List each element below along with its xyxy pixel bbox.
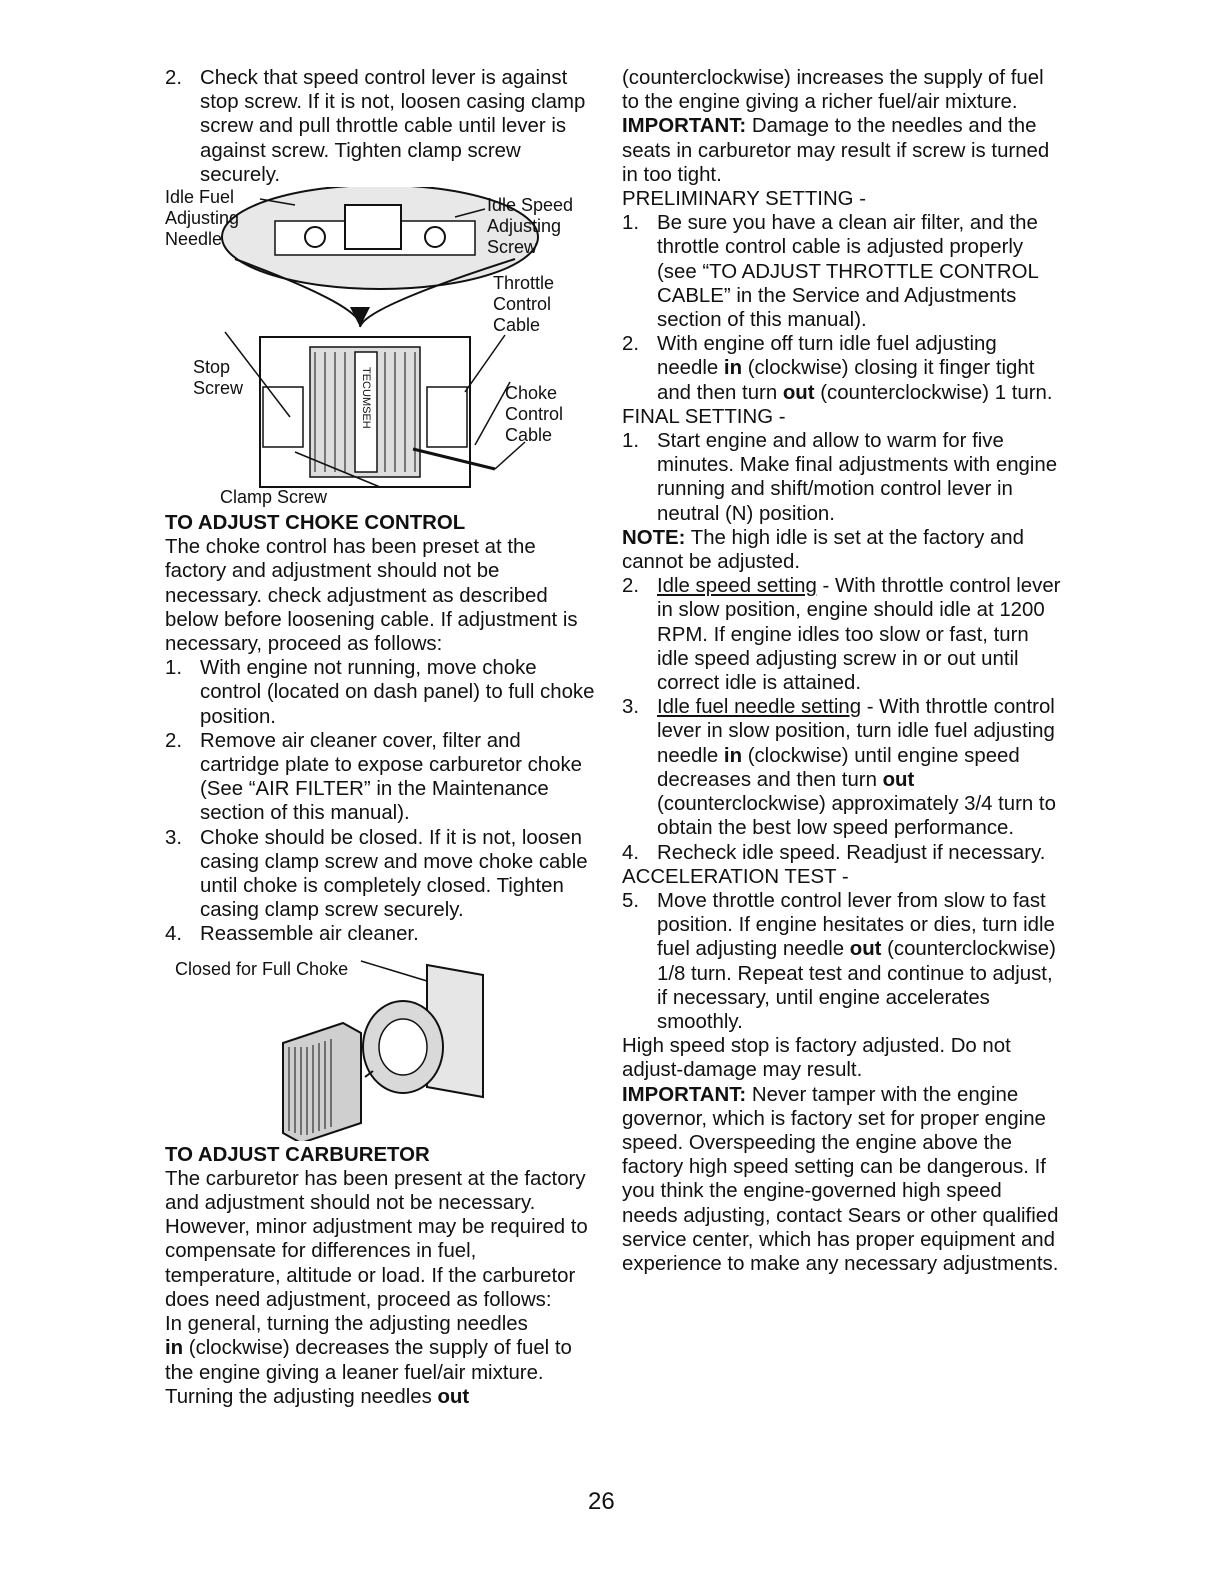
bold-in: in bbox=[723, 744, 743, 767]
speed-lever-step bbox=[165, 66, 595, 187]
text-run: (counterclockwise) approximately 3/4 turn to obtain the best low speed performance. bbox=[657, 793, 1056, 840]
choke-step-2 bbox=[165, 729, 595, 826]
step-text: Start engine and allow to warm for five minutes. Make final adjustments with engine running and shift/motion control lever in neutral (N) position. bbox=[657, 430, 1058, 525]
step-text bbox=[657, 889, 1062, 1034]
idle-speed-screw-label: Idle Speed Adjusting Screw bbox=[487, 195, 574, 258]
choke-intro: The choke control has been preset at the factory and adjustment should not be necessary. check adjustment as described below before loosening cable. If adjustment is necessary, proceed as follows: bbox=[165, 536, 578, 656]
underlined-title: Idle speed setting bbox=[657, 575, 817, 598]
choke-heading: TO ADJUST CHOKE CONTROL bbox=[165, 512, 466, 535]
choke-step-4 bbox=[165, 922, 595, 946]
text-run: In general, turning the adjusting needles bbox=[165, 1313, 528, 1336]
step-text: Recheck idle speed. Readjust if necessary. bbox=[657, 841, 1046, 864]
important-label: IMPORTANT: bbox=[622, 115, 747, 138]
choke-cable-label: Choke Control Cable bbox=[505, 383, 564, 446]
carburetor-heading: TO ADJUST CARBURETOR bbox=[165, 1143, 430, 1166]
bold-in: in bbox=[165, 1337, 184, 1360]
bold-in: in bbox=[723, 357, 743, 380]
throttle-cable-label: Throttle Control Cable bbox=[493, 273, 555, 336]
step-number: 4. bbox=[622, 841, 640, 864]
air-filter-diagram bbox=[165, 947, 595, 1141]
step-text bbox=[657, 332, 1062, 405]
final-step-1 bbox=[622, 429, 1062, 526]
step-text: With engine not running, move choke control (located on dash panel) to full choke position. bbox=[200, 657, 595, 728]
acceleration-step-5 bbox=[622, 889, 1062, 1034]
text-run: - With throttle control lever in slow position, engine should idle at 1200 RPM. If engine idles too slow or fast, turn idle speed adjusting screw in or out until correct idle is attained. bbox=[657, 575, 1061, 695]
step-number: 2. bbox=[622, 575, 640, 598]
step-number: 2. bbox=[165, 67, 183, 89]
step-number: 3. bbox=[622, 696, 640, 719]
left-column bbox=[165, 66, 595, 1409]
text-run: (counterclockwise) 1/8 turn. Repeat test and continue to adjust, if necessary, until engine accelerates smoothly. bbox=[657, 938, 1056, 1033]
text-run: (clockwise) closing it finger tight and then turn bbox=[657, 357, 1035, 404]
clamp-screw-label: Clamp Screw bbox=[220, 487, 328, 508]
text-run: Never tamper with the engine governor, which is factory set for proper engine speed. Overspeeding the engine above the factory high speed setting can be dangerous. If you think the engine-governed high speed needs adjusting, contact Sears or other qualified service center, which has proper equipment and experience to make any necessary adjustments. bbox=[622, 1083, 1059, 1275]
acceleration-heading: ACCELERATION TEST - bbox=[622, 865, 849, 888]
final-step-3 bbox=[622, 695, 1062, 840]
text-run: The high idle is set at the factory and cannot be adjusted. bbox=[622, 526, 1024, 574]
step-number: 2. bbox=[622, 333, 640, 356]
continued-text: (counterclockwise) increases the supply of fuel to the engine giving a richer fuel/air mixture. bbox=[622, 67, 1044, 114]
text-run: Move throttle control lever from slow to fast position. If engine hesitates or dies, turn idle fuel adjusting needle bbox=[657, 889, 1055, 961]
note-label: NOTE: bbox=[622, 526, 686, 549]
text-run: (clockwise) decreases the supply of fuel to the engine giving a leaner fuel/air mixture. Turning the adjusting needles bbox=[165, 1337, 572, 1408]
step-number: 1. bbox=[622, 430, 640, 453]
bold-out: out bbox=[782, 381, 815, 404]
note bbox=[622, 526, 1062, 574]
bold-out: out bbox=[437, 1385, 470, 1408]
text-run: (clockwise) until engine speed decreases and then turn bbox=[657, 744, 1020, 791]
step-number: 1. bbox=[165, 657, 183, 680]
text-run: - With throttle control lever in slow position, turn idle fuel adjusting needle bbox=[657, 696, 1055, 767]
step-number: 2. bbox=[165, 729, 183, 752]
choke-step-1 bbox=[165, 656, 595, 729]
engine-brand-text: TECUMSEH bbox=[360, 367, 372, 429]
bold-out: out bbox=[882, 768, 915, 791]
carburetor-intro: The carburetor has been present at the factory and adjustment should not be necessary. However, minor adjustment may be required to compensate for differences in fuel, temperature, altitude or load. If the carburetor does need adjustment, proceed as follows: bbox=[165, 1167, 588, 1311]
step-text: Remove air cleaner cover, filter and cartridge plate to expose carburetor choke (See “AIR FILTER” in the Maintenance section of this manual). bbox=[200, 729, 582, 825]
carburetor-general bbox=[165, 1312, 595, 1409]
step-text: Check that speed control lever is against stop screw. If it is not, loosen casing clamp screw and pull throttle cable until lever is against screw. Tighten clamp screw securely. bbox=[200, 67, 586, 186]
idle-fuel-needle-label: Idle Fuel Adjusting Needle bbox=[165, 187, 240, 250]
important-note-2 bbox=[622, 1083, 1062, 1277]
preliminary-step-2 bbox=[622, 332, 1062, 405]
preliminary-heading: PRELIMINARY SETTING - bbox=[622, 188, 866, 211]
choke-step-3 bbox=[165, 826, 595, 923]
final-step-2 bbox=[622, 574, 1062, 695]
text-run: With engine off turn idle fuel adjusting needle bbox=[657, 333, 997, 380]
page-number: 26 bbox=[588, 1488, 615, 1515]
preliminary-step-1 bbox=[622, 211, 1062, 332]
text-run: Damage to the needles and the seats in carburetor may result if screw is turned in too tight. bbox=[622, 115, 1050, 186]
stop-screw-label: Stop Screw bbox=[193, 357, 244, 399]
important-note-1 bbox=[622, 114, 1062, 187]
step-text: Choke should be closed. If it is not, loosen casing clamp screw and move choke cable until choke is completely closed. Tighten casing clamp screw securely. bbox=[200, 826, 588, 922]
bold-out: out bbox=[849, 938, 882, 961]
step-text: Be sure you have a clean air filter, and the throttle control cable is adjusted properly (see “TO ADJUST THROTTLE CONTROL CABLE” in the Service and Adjustments section of this manual). bbox=[657, 212, 1039, 332]
engine-diagram bbox=[165, 187, 595, 509]
closed-full-choke-label: Closed for Full Choke bbox=[175, 958, 349, 979]
step-number: 3. bbox=[165, 826, 183, 849]
step-text: Reassemble air cleaner. bbox=[200, 923, 419, 946]
important-label: IMPORTANT: bbox=[622, 1083, 747, 1106]
step-text bbox=[657, 574, 1062, 695]
step-number: 4. bbox=[165, 923, 183, 946]
step-text bbox=[657, 695, 1062, 840]
right-column bbox=[622, 66, 1062, 1276]
step-number: 5. bbox=[622, 889, 640, 912]
text-run: (counterclockwise) 1 turn. bbox=[814, 381, 1053, 404]
final-heading: FINAL SETTING - bbox=[622, 405, 786, 428]
step-number: 1. bbox=[622, 212, 640, 235]
final-step-4 bbox=[622, 841, 1062, 865]
underlined-title: Idle fuel needle setting bbox=[657, 696, 862, 719]
high-speed-text: High speed stop is factory adjusted. Do not adjust-damage may result. bbox=[622, 1035, 1011, 1082]
